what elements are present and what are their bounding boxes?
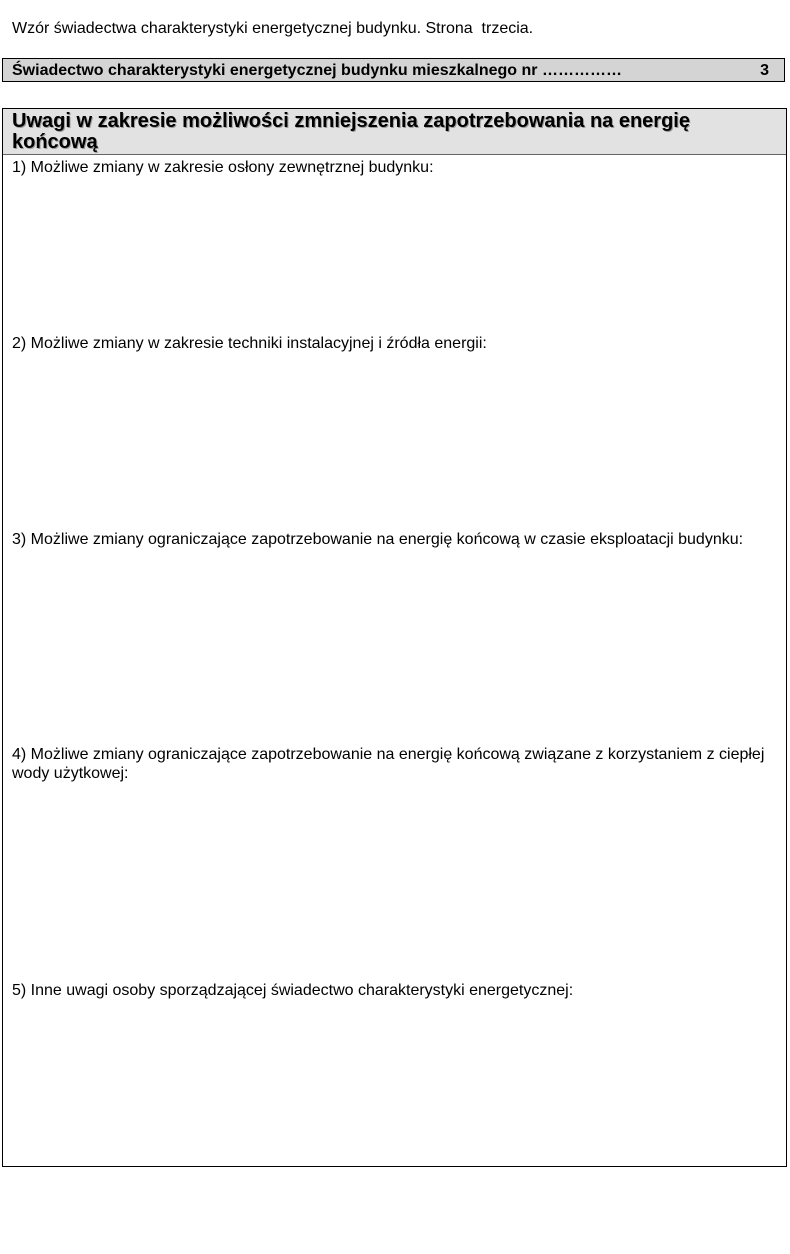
- remark-item-installation: 2) Możliwe zmiany w zakresie techniki instalacyjnej i źródła energii:: [12, 335, 487, 352]
- certificate-header: [2, 58, 785, 82]
- remarks-section: [2, 108, 787, 1167]
- page-number: 3: [760, 62, 769, 79]
- page-caption: Wzór świadectwa charakterystyki energetycznej budynku. Strona trzecia.: [12, 20, 534, 37]
- remark-item-envelope: 1) Możliwe zmiany w zakresie osłony zewnętrznej budynku:: [12, 159, 434, 176]
- remark-item-other: 5) Inne uwagi osoby sporządzającej świadectwo charakterystyki energetycznej:: [12, 982, 574, 999]
- remark-item-hot-water: 4) Możliwe zmiany ograniczające zapotrzebowanie na energię końcową związane z korzystaniem z ciepłej wody użytkowej:: [12, 746, 765, 782]
- remark-item-operation: 3) Możliwe zmiany ograniczające zapotrzebowanie na energię końcową w czasie eksploatacji budynku:: [12, 531, 744, 548]
- remarks-title: Uwagi w zakresie możliwości zmniejszenia zapotrzebowania na energię końcową: [12, 110, 690, 153]
- remarks-header: [3, 109, 786, 155]
- certificate-title: Świadectwo charakterystyki energetycznej budynku mieszkalnego nr ……………: [12, 62, 622, 79]
